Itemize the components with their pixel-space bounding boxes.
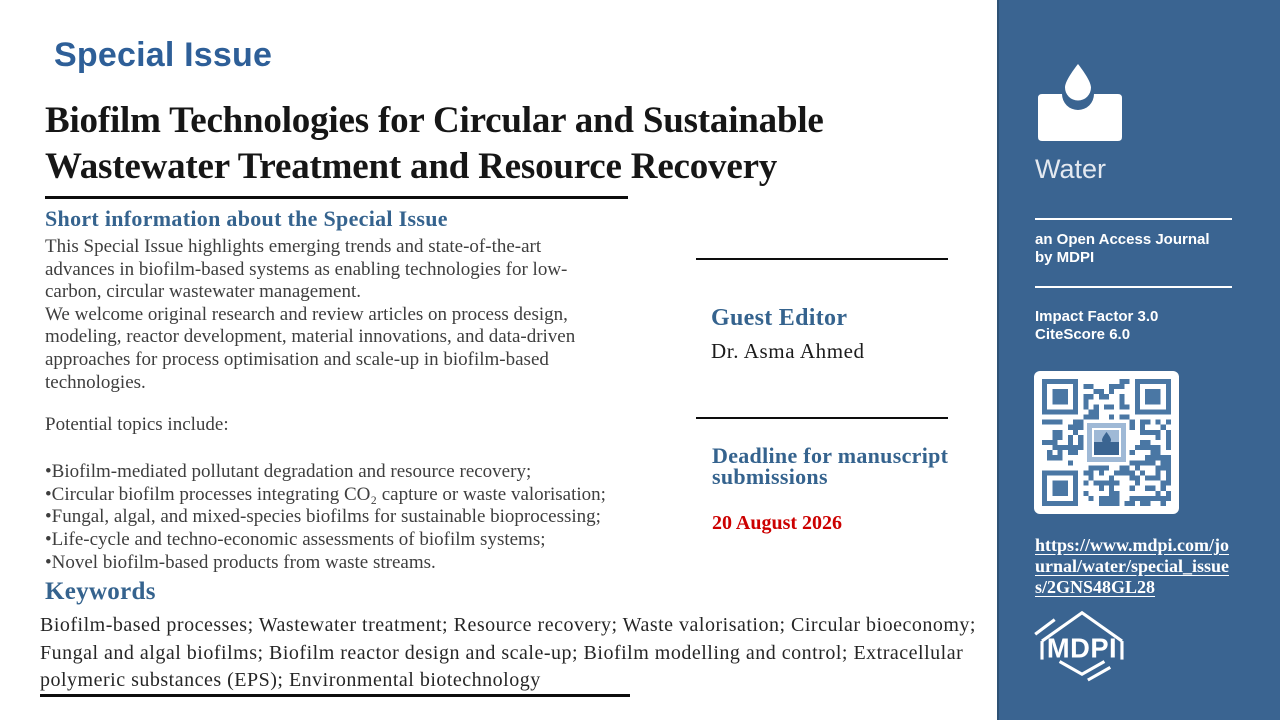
short-info-line: We welcome original research and review articles on process design, xyxy=(45,303,568,325)
deadline-heading xyxy=(712,445,948,487)
title-underline xyxy=(45,196,628,199)
topics-list xyxy=(45,461,606,575)
mdpi-logo xyxy=(1032,604,1132,682)
sidebar-divider xyxy=(1035,286,1232,288)
page-title xyxy=(45,98,824,190)
deadline-heading-line: Deadline for manuscript xyxy=(712,443,949,468)
keywords-text xyxy=(40,612,976,695)
water-logo-plate xyxy=(1038,94,1122,141)
page-title-line: Biofilm Technologies for Circular and Sustainable xyxy=(45,100,824,141)
journal-tagline-line: an Open Access Journal xyxy=(1035,231,1210,248)
short-info-text xyxy=(45,236,575,394)
topic-item: •Circular biofilm processes integrating CO₂ capture or waste valorisation; xyxy=(45,483,606,505)
guest-editor-name: Dr. Asma Ahmed xyxy=(711,339,865,363)
water-journal-logo xyxy=(1035,63,1125,142)
journal-tagline xyxy=(1035,231,1210,267)
keywords-underline xyxy=(40,694,630,697)
guest-editor-separator-top xyxy=(696,258,948,260)
topic-item: •Biofilm-mediated pollutant degradation and resource recovery; xyxy=(45,461,532,482)
keywords-line: Fungal and algal biofilms; Biofilm reactor design and scale-up; Biofilm modelling and control; Extracellular xyxy=(40,641,964,664)
journal-metrics xyxy=(1035,308,1158,344)
deadline-date: 20 August 2026 xyxy=(712,512,843,534)
special-issue-link-line[interactable]: s/2GNS48GL28 xyxy=(1035,577,1156,597)
page-title-line: Wastewater Treatment and Resource Recovery xyxy=(45,146,778,187)
journal-tagline-line: by MDPI xyxy=(1035,249,1095,266)
guest-editor-heading: Guest Editor xyxy=(711,305,848,331)
short-info-line: advances in biofilm-based systems as enabling technologies for low- xyxy=(45,258,568,280)
short-info-heading: Short information about the Special Issue xyxy=(45,206,448,231)
deadline-heading-line: submissions xyxy=(712,464,828,489)
journal-sidebar xyxy=(997,0,1280,720)
qr-code xyxy=(1034,371,1179,514)
topic-item: •Fungal, algal, and mixed-species biofilms for sustainable bioprocessing; xyxy=(45,506,601,528)
special-issue-link-line[interactable]: urnal/water/special_issue xyxy=(1035,556,1229,576)
mdpi-wordmark: MDPI xyxy=(1046,632,1118,664)
water-droplet-icon xyxy=(1065,64,1091,101)
special-issue-link[interactable] xyxy=(1035,535,1229,598)
topic-item: •Novel biofilm-based products from waste streams. xyxy=(45,551,436,573)
qr-center-logo xyxy=(1087,423,1126,462)
special-issue-link-line[interactable]: https://www.mdpi.com/jo xyxy=(1035,535,1230,555)
keywords-line: Biofilm-based processes; Wastewater treatment; Resource recovery; Waste valorisation; Circular bioeconomy; xyxy=(40,614,976,636)
topic-item: •Life-cycle and techno-economic assessments of biofilm systems; xyxy=(45,529,546,551)
short-info-line: approaches for process optimisation and scale-up in biofilm-based xyxy=(45,348,549,370)
cite-score: CiteScore 6.0 xyxy=(1035,326,1131,343)
keywords-heading: Keywords xyxy=(45,578,156,605)
sidebar-divider xyxy=(1035,218,1232,220)
water-droplet-icon xyxy=(1102,432,1111,445)
short-info-line: modeling, reactor development, material innovations, and data-driven xyxy=(45,326,576,348)
short-info-line: technologies. xyxy=(45,371,146,393)
special-issue-label: Special Issue xyxy=(54,36,273,74)
impact-factor: Impact Factor 3.0 xyxy=(1035,308,1159,325)
keywords-line: polymeric substances (EPS); Environmental biotechnology xyxy=(40,669,541,691)
topics-intro: Potential topics include: xyxy=(45,414,229,435)
short-info-line: carbon, circular wastewater management. xyxy=(45,281,361,303)
journal-name: Water xyxy=(1035,154,1107,184)
deadline-separator xyxy=(696,417,948,419)
short-info-line: This Special Issue highlights emerging trends and state-of-the-art xyxy=(45,236,542,257)
